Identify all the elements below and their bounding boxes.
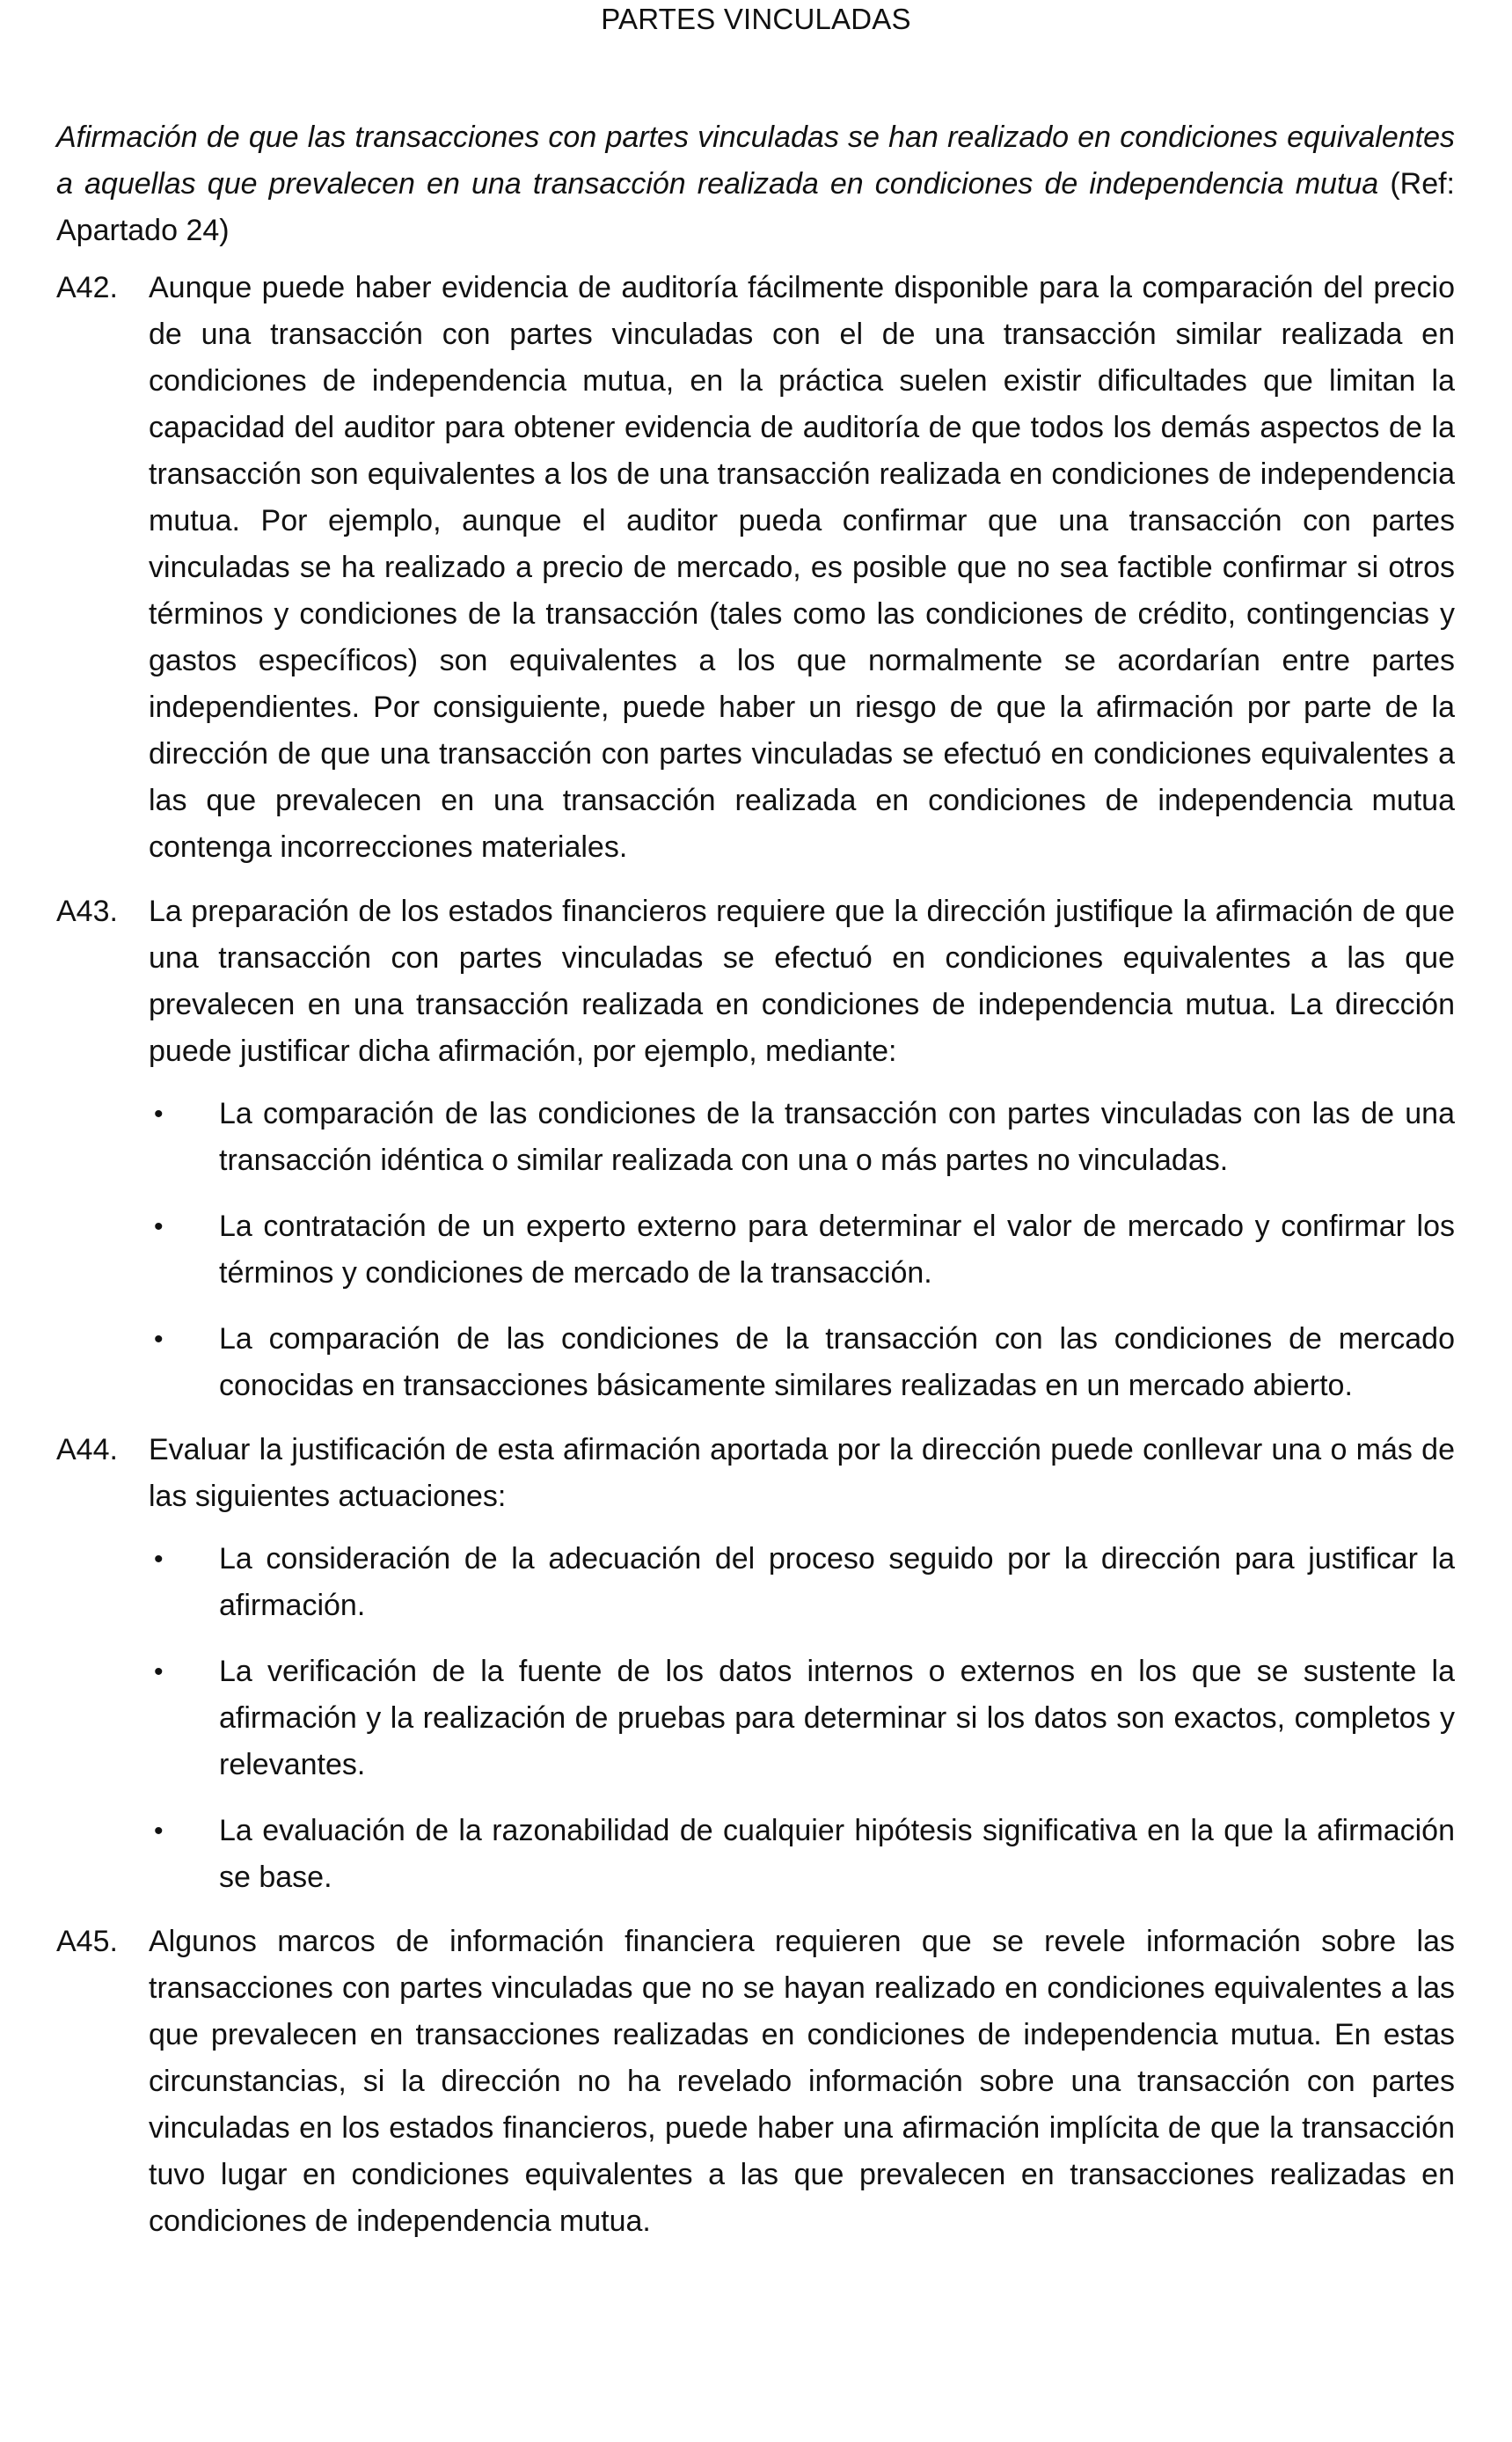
bullet-icon: • bbox=[154, 1657, 164, 1686]
bullet-list bbox=[149, 1091, 1455, 1409]
list-item bbox=[149, 1649, 1455, 1788]
paragraph-text: Aunque puede haber evidencia de auditoría fácilmente disponible para la comparación del precio de una transacción con partes vinculadas con el de una transacción similar realizada en condiciones de independencia mutua, en la práctica suelen existir dificultades que limitan la capacidad del auditor para obtener evidencia de auditoría de que todos los demás aspectos de la transacción son equivalentes a los de una transacción realizada en condiciones de independencia mutua. Por ejemplo, aunque el auditor pueda confirmar que una transacción con partes vinculadas se ha realizado a precio de mercado, es posible que no sea factible confirmar si otros términos y condiciones de la transacción (tales como las condiciones de crédito, contingencias y gastos específicos) son equivalentes a los que normalmente se acordarían entre partes independientes. Por consiguiente, puede haber un riesgo de que la afirmación por parte de la dirección de que una transacción con partes vinculadas se efectuó en condiciones equivalentes a las que prevalecen en una transacción realizada en condiciones de independencia mutua contenga incorrecciones materiales. bbox=[149, 271, 1455, 864]
list-item-text: La contratación de un experto externo para determinar el valor de mercado y confirmar los términos y condiciones de mercado de la transacción. bbox=[219, 1210, 1455, 1290]
document-body bbox=[56, 114, 1455, 2263]
list-item bbox=[149, 1091, 1455, 1184]
paragraph-content bbox=[149, 1919, 1455, 2245]
paragraph-text: Evaluar la justificación de esta afirmación aportada por la dirección puede conllevar una o más de las siguientes actuaciones: bbox=[149, 1433, 1455, 1513]
list-item-text: La comparación de las condiciones de la transacción con las condiciones de mercado conocidas en transacciones básicamente similares realizadas en un mercado abierto. bbox=[219, 1322, 1455, 1402]
list-item bbox=[149, 1316, 1455, 1409]
bullet-icon: • bbox=[154, 1212, 164, 1241]
list-item-text: La consideración de la adecuación del proceso seguido por la dirección para justificar la afirmación. bbox=[219, 1542, 1455, 1622]
paragraph-text: Algunos marcos de información financiera requieren que se revele información sobre las transacciones con partes vinculadas que no se hayan realizado en condiciones equivalentes a las que prevalecen en transacciones realizadas en condiciones de independencia mutua. En estas circunstancias, si la dirección no ha revelado información sobre una transacción con partes vinculadas en los estados financieros, puede haber una afirmación implícita de que la transacción tuvo lugar en condiciones equivalentes a las que prevalecen en transacciones realizadas en condiciones de independencia mutua. bbox=[149, 1925, 1455, 2238]
bullet-icon: • bbox=[154, 1545, 164, 1574]
paragraph-number: A43. bbox=[56, 895, 118, 928]
bullet-icon: • bbox=[154, 1325, 164, 1354]
bullet-list bbox=[149, 1536, 1455, 1901]
paragraph-a42 bbox=[56, 265, 1455, 871]
paragraph-a45 bbox=[56, 1919, 1455, 2245]
page-header: PARTES VINCULADAS bbox=[601, 3, 911, 35]
list-item bbox=[149, 1808, 1455, 1901]
paragraph-text: La preparación de los estados financieros requiere que la dirección justifique la afirmación de que una transacción con partes vinculadas se efectuó en condiciones equivalentes a las que prevalecen en una transacción realizada en condiciones de independencia mutua. La dirección puede justificar dicha afirmación, por ejemplo, mediante: bbox=[149, 895, 1455, 1068]
list-item-text: La comparación de las condiciones de la transacción con partes vinculadas con las de una transacción idéntica o similar realizada con una o más partes no vinculadas. bbox=[219, 1097, 1455, 1177]
paragraph-a43 bbox=[56, 888, 1455, 1409]
list-item bbox=[149, 1203, 1455, 1297]
paragraph-number: A42. bbox=[56, 271, 118, 304]
list-item-text: La evaluación de la razonabilidad de cualquier hipótesis significativa en la que la afirmación se base. bbox=[219, 1814, 1455, 1894]
intro-heading-italic: Afirmación de que las transacciones con partes vinculadas se han realizado en condiciones equivalentes a aquellas que prevalecen en una transacción realizada en condiciones de independencia mutua bbox=[56, 121, 1455, 201]
list-item bbox=[149, 1536, 1455, 1629]
bullet-icon: • bbox=[154, 1100, 164, 1129]
paragraph-number: A44. bbox=[56, 1433, 118, 1466]
paragraph-a44 bbox=[56, 1427, 1455, 1901]
list-item-text: La verificación de la fuente de los datos internos o externos en los que se sustente la afirmación y la realización de pruebas para determinar si los datos son exactos, completos y relevantes. bbox=[219, 1655, 1455, 1781]
paragraph-number: A45. bbox=[56, 1925, 118, 1958]
intro-heading bbox=[56, 114, 1455, 254]
paragraph-content bbox=[149, 265, 1455, 871]
intro-reference: (Ref: Apartado 24) bbox=[56, 167, 1456, 247]
paragraph-content bbox=[149, 1427, 1455, 1901]
bullet-icon: • bbox=[154, 1817, 164, 1846]
paragraph-content bbox=[149, 888, 1455, 1409]
